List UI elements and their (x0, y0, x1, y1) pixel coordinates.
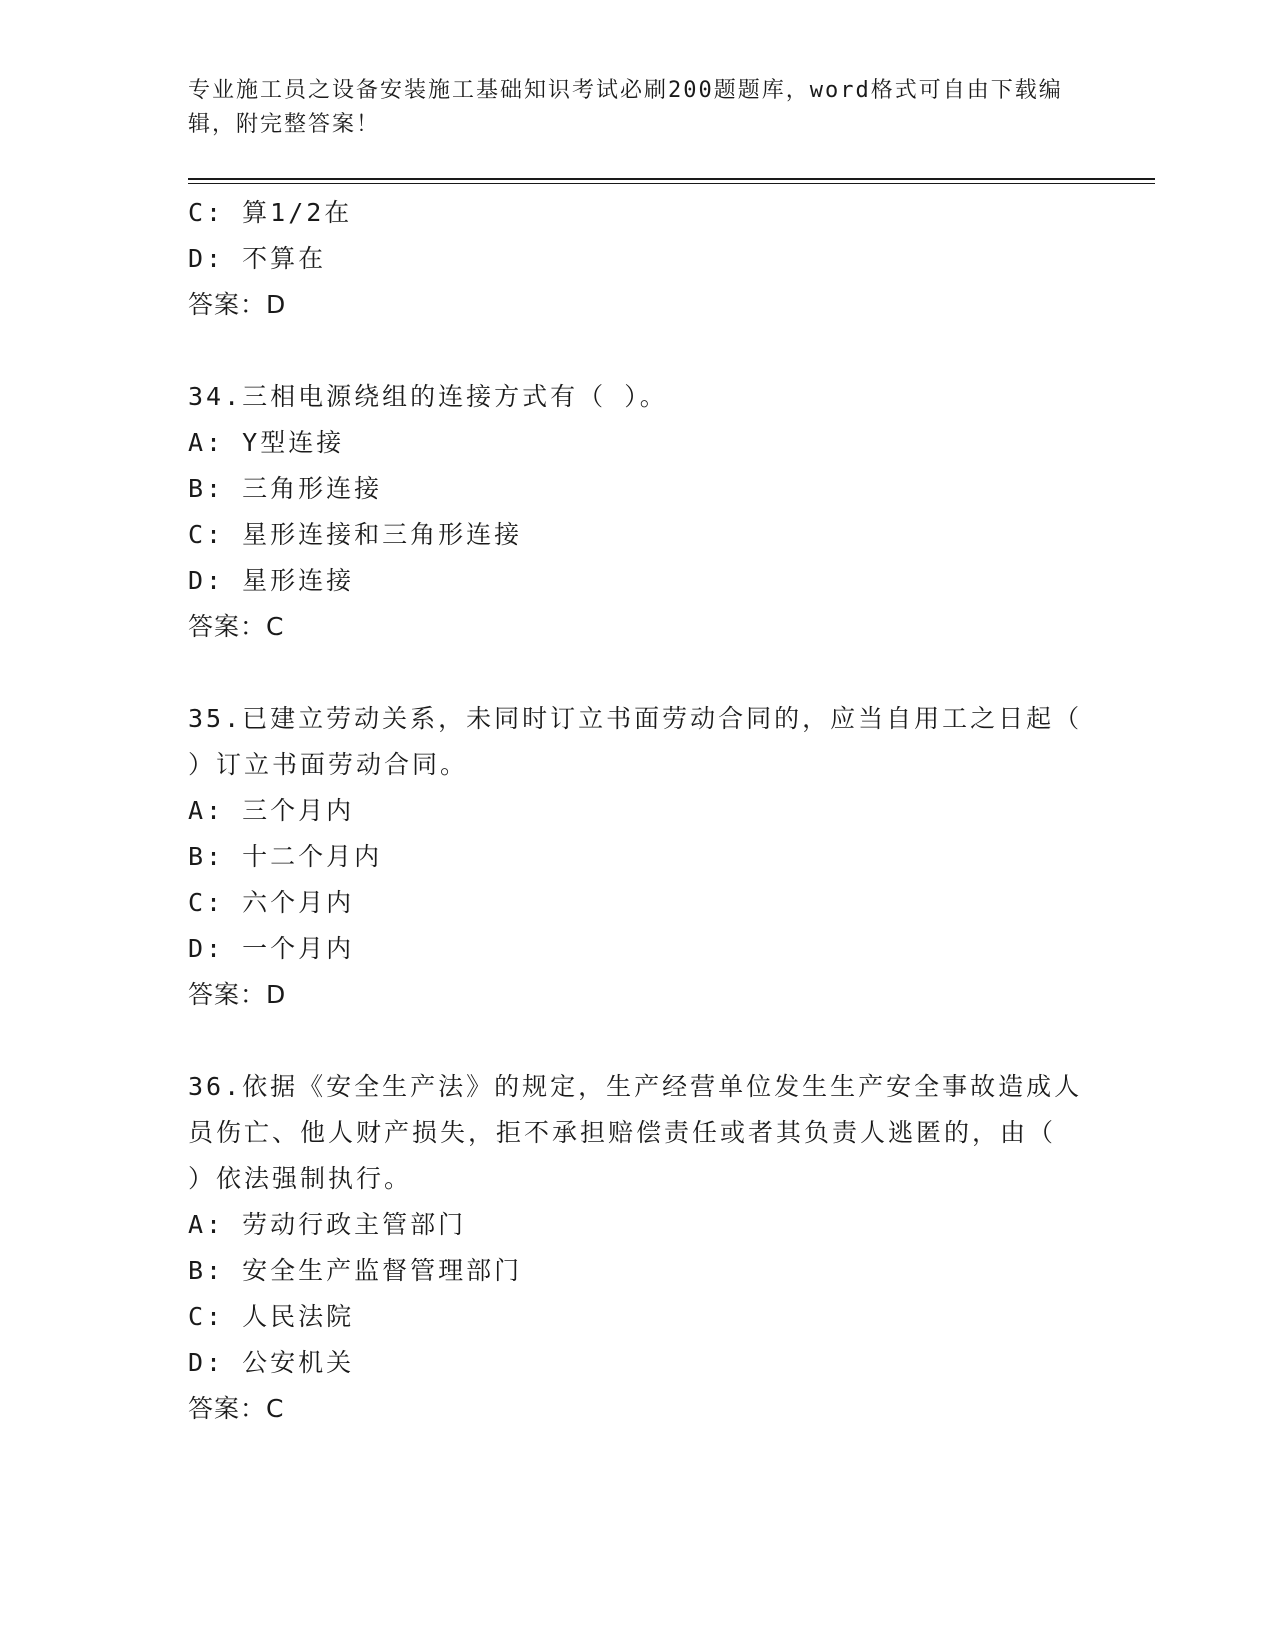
option-a: A: 劳动行政主管部门 (188, 1210, 467, 1239)
option-b: B: 三角形连接 (188, 474, 383, 503)
question-33-continuation (188, 190, 1088, 328)
option-d: D: 公安机关 (188, 1348, 355, 1377)
answer-line: 答案：C (188, 1394, 285, 1423)
spacer (188, 328, 1088, 374)
option-c: C: 星形连接和三角形连接 (188, 520, 523, 549)
answer-line: 答案：C (188, 612, 285, 641)
option-c: C: 算1/2在 (188, 198, 353, 227)
question-35 (188, 696, 1088, 1018)
answer-line: 答案：D (188, 980, 287, 1009)
question-stem: 35.已建立劳动关系，未同时订立书面劳动合同的，应当自用工之日起（ ）订立书面劳动合同。 (188, 704, 1083, 779)
option-c: C: 六个月内 (188, 888, 355, 917)
spacer (188, 1018, 1088, 1064)
option-a: A: 三个月内 (188, 796, 355, 825)
question-36 (188, 1064, 1088, 1432)
question-list (188, 190, 1088, 1432)
spacer (188, 650, 1088, 696)
header-divider-thin (188, 183, 1155, 184)
option-d: D: 一个月内 (188, 934, 355, 963)
option-d: D: 星形连接 (188, 566, 355, 595)
question-stem: 34.三相电源绕组的连接方式有（ ）。 (188, 382, 668, 411)
option-c: C: 人民法院 (188, 1302, 355, 1331)
question-stem: 36.依据《安全生产法》的规定，生产经营单位发生生产安全事故造成人员伤亡、他人财产损失，拒不承担赔偿责任或者其负责人逃匿的，由（ ）依法强制执行。 (188, 1072, 1083, 1193)
option-a: A: Y型连接 (188, 428, 345, 457)
question-34 (188, 374, 1088, 650)
option-d: D: 不算在 (188, 244, 327, 273)
answer-line: 答案：D (188, 290, 287, 319)
option-b: B: 十二个月内 (188, 842, 383, 871)
option-b: B: 安全生产监督管理部门 (188, 1256, 523, 1285)
document-title: 专业施工员之设备安装施工基础知识考试必刷200题题库，word格式可自由下载编辑，附完整答案！ (188, 78, 1063, 137)
header-divider-thick (188, 178, 1155, 180)
